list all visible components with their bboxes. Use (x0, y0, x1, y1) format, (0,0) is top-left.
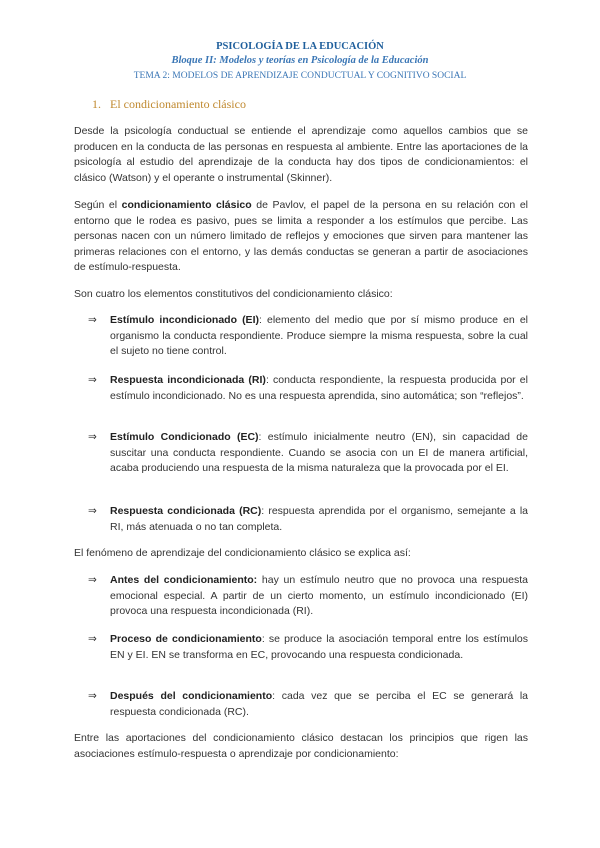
list-item-term: Antes del condicionamiento: (110, 574, 258, 586)
list-item-term: Proceso de condicionamiento (110, 633, 262, 645)
list-item (110, 573, 528, 620)
course-title: PSICOLOGÍA DE LA EDUCACIÓN (216, 41, 384, 52)
bullet-arrow-icon: ⇒ (88, 690, 97, 702)
list-item-term: Respuesta incondicionada (RI) (110, 374, 266, 386)
bullet-arrow-icon: ⇒ (88, 314, 97, 326)
list-item (110, 689, 528, 720)
list-item-term: Respuesta condicionada (RC) (110, 505, 262, 517)
list-item-desc: : se produce la asociación temporal entre los estímulos EN y EI. EN se transforma en EC, provocando una respuesta condicionada. (110, 633, 528, 661)
bullet-arrow-icon: ⇒ (88, 574, 97, 586)
pavlov-paragraph (74, 198, 528, 276)
list-item (110, 430, 528, 477)
document-header (0, 0, 600, 84)
list-item (110, 632, 528, 663)
list-item (110, 504, 528, 535)
list-item-desc: : respuesta aprendida por el organismo, semejante a la RI, más atenuada o no tan completa. (110, 505, 528, 533)
bullet-arrow-icon: ⇒ (88, 431, 97, 443)
elements-intro: Son cuatro los elementos constitutivos del condicionamiento clásico: (74, 288, 393, 300)
section-heading (92, 97, 246, 112)
phenomenon-intro: El fenómeno de aprendizaje del condicionamiento clásico se explica así: (74, 547, 411, 559)
list-item-desc: : cada vez que se perciba el EC se generará la respuesta condicionada (RC). (110, 690, 529, 718)
bullet-arrow-icon: ⇒ (88, 374, 97, 386)
block-title: Bloque II: Modelos y teorías en Psicología de la Educación (171, 55, 429, 66)
intro-paragraph: Desde la psicología conductual se entiende el aprendizaje como aquellos cambios que se producen en la conducta de las personas en respuesta al ambiente. Entre las aportaciones de la psicología al estudio del aprendizaje de la conducta hay dos tipos de condicionamientos: el clásico (Watson) y el operante o instrumental (Skinner). (74, 125, 528, 184)
bullet-arrow-icon: ⇒ (88, 505, 97, 517)
list-item-desc: hay un estímulo neutro que no provoca una respuesta emocional especial. A partir de un cierto momento, un estímulo incondicionado (EI) provoca una respuesta incondicionada (RI). (110, 574, 528, 617)
bullet-arrow-icon: ⇒ (88, 633, 97, 645)
list-item-desc: : elemento del medio que por sí mismo produce en el organismo la conducta respondiente. Produce siempre la misma respuesta, sobre la cual el sujeto no tiene control. (110, 314, 529, 357)
list-item-term: Estímulo incondicionado (EI) (110, 314, 259, 326)
topic-title: TEMA 2: MODELOS DE APRENDIZAJE CONDUCTUAL Y COGNITIVO SOCIAL (133, 71, 467, 81)
list-item (110, 313, 528, 360)
section-title: El condicionamiento clásico (110, 97, 246, 111)
list-item (110, 373, 528, 404)
section-number: 1. (92, 97, 101, 111)
list-item-term: Estímulo Condicionado (EC) (110, 431, 259, 443)
list-item-desc: : estímulo inicialmente neutro (EN), sin capacidad de suscitar una conducta respondiente. Cuando se asocia con un EI de manera artificial, acaba produciendo una respuesta de la misma naturaleza que la provocada por el EI. (110, 431, 528, 474)
pavlov-text-before: Según el (74, 199, 122, 211)
list-item-term: Después del condicionamiento (110, 690, 273, 702)
list-item-desc: : conducta respondiente, la respuesta producida por el estímulo incondicionado. No es una respuesta aprendida, sino automática; son “reflejos”. (110, 374, 528, 402)
closing-paragraph: Entre las aportaciones del condicionamiento clásico destacan los principios que rigen las asociaciones estímulo-respuesta o aprendizaje por condicionamiento: (74, 732, 528, 760)
pavlov-term: condicionamiento clásico (121, 199, 252, 211)
pavlov-text-after: de Pavlov, el papel de la persona en su relación con el entorno que le rodea es pasivo, pues se limita a responder a los estímulos que percibe. Las personas nacen con un número limitado de reflejos y emociones que sirven para mantener las primeras relaciones con el entorno, y las demás conductas se generan a partir de asociaciones de estímulo-respuesta. (74, 199, 528, 273)
